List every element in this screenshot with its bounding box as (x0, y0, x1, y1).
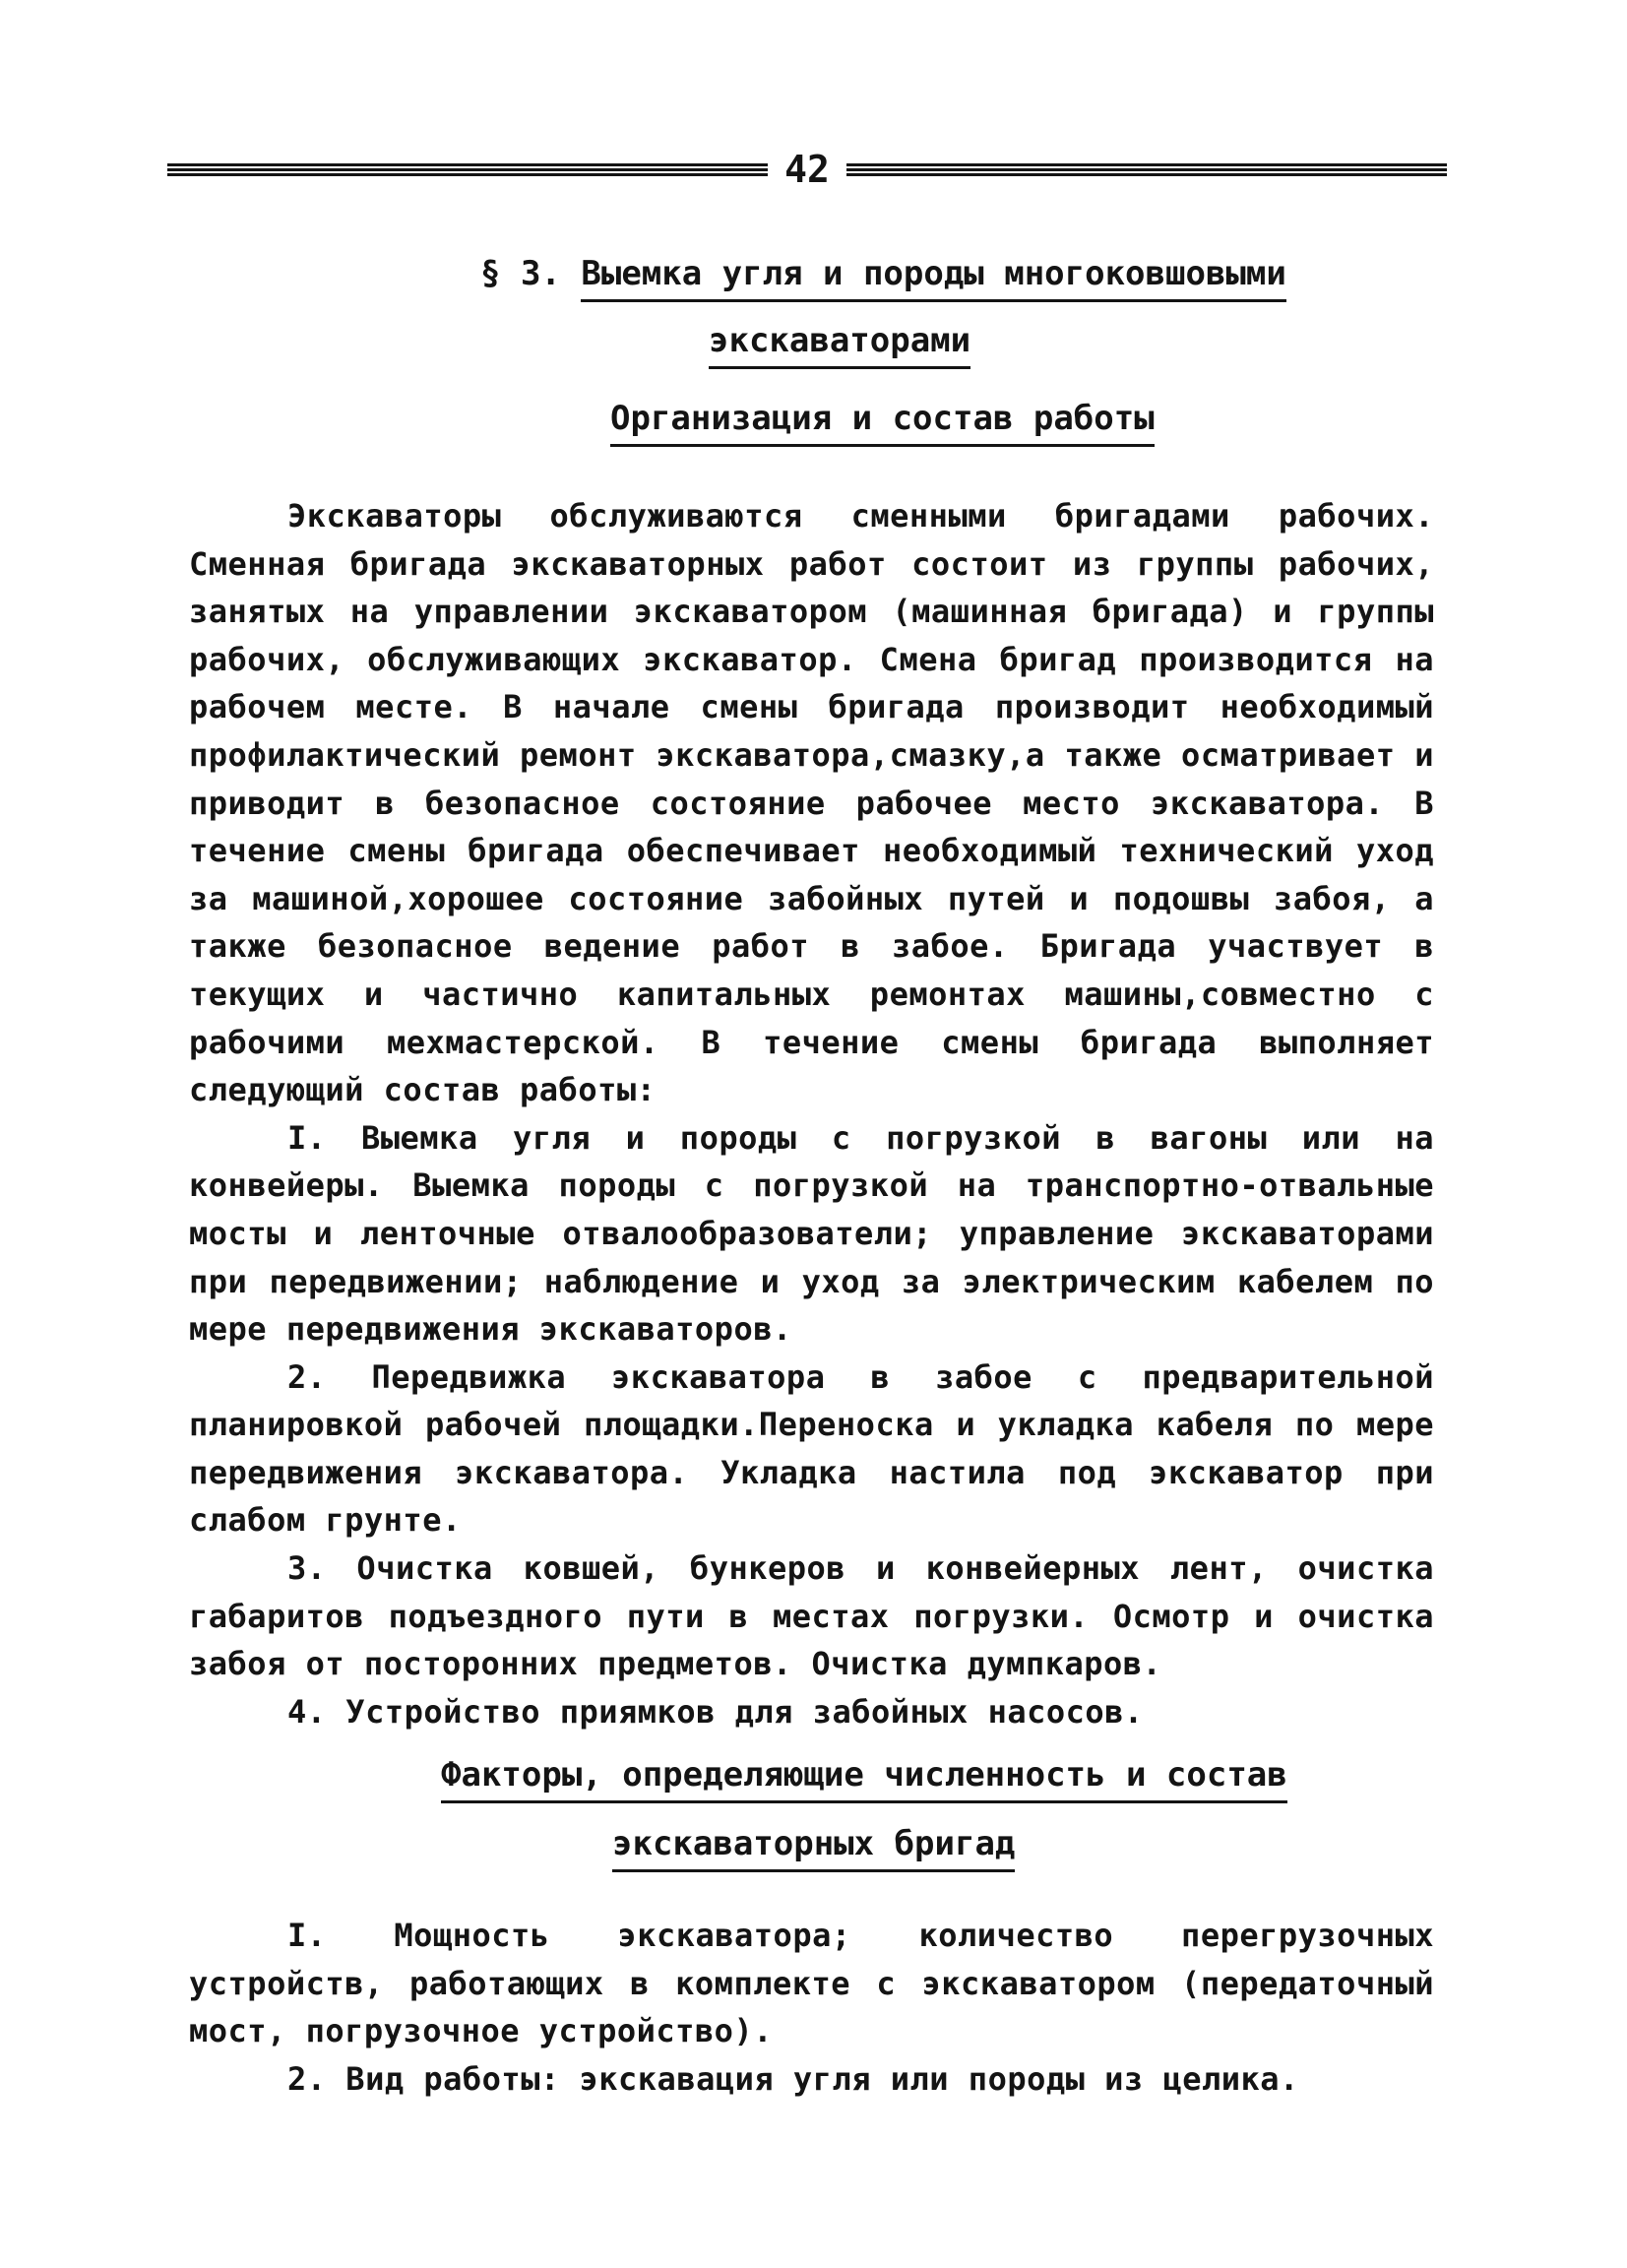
section-title-text: Выемка угля и породы многоковшовыми (581, 254, 1285, 302)
section-title-line2: экскаваторами (709, 321, 970, 360)
factor-item-1: I. Мощность экскаватора; количество перегрузочных устройств, работающих в комплекте с экскаватором (передаточный мост, погрузочное устройство). (189, 1917, 1434, 2050)
factor-item-2: 2. Вид работы: экскавация угля или породы из целика. (287, 2059, 1299, 2098)
paragraph-item-2: 2. Передвижка экскаватора в забое с предварительной планировкой рабочей площадки.Переноска и укладка кабеля по мере передвижения экскаватора. Укладка настила под экскаватор при слабом грунте. (189, 1357, 1434, 1540)
header-rule-left (167, 163, 768, 181)
paragraph-item-3: 3. Очистка ковшей, бункеров и конвейерных лент, очистка габаритов подъездного пути в местах погрузки. Осмотр и очистка забоя от посторонних предметов. Очистка думпкаров. (189, 1549, 1434, 1683)
subheading-factors-line1: Факторы, определяющие численность и состав (441, 1755, 1287, 1795)
paragraph-item-4: 4. Устройство приямков для забойных насосов. (287, 1692, 1144, 1731)
header-rule-right (846, 163, 1447, 181)
page-header (167, 148, 1447, 197)
factors-text (189, 1912, 1434, 2103)
section-sign: § 3. (480, 254, 561, 293)
subheading-factors-line2: экскаваторных бригад (612, 1824, 1015, 1863)
paragraph-intro: Экскаваторы обслуживаются сменными бригадами рабочих. Сменная бригада экскаваторных работ состоит из группы рабочих, занятых на управлении экскаватором (машинная бригада) и группы рабочих, обслуживающих экскаватор. Смена бригад производится на рабочем месте. В начале смены бригада производит необходимый профилактический ремонт экскаватора,смазку,а также осматривает и приводит в безопасное состояние рабочее место экскаватора. В течение смены бригада обеспечивает необходимый технический уход за машиной,хорошее состояние забойных путей и подошвы забоя, а также безопасное ведение работ в забое. Бригада участвует в текущих и частично капитальных ремонтах машины,совместно с рабочими мехмастерской. В течение смены бригада выполняет следующий состав работы: (189, 497, 1434, 1109)
page-number: 42 (784, 148, 830, 191)
paragraph-item-1: I. Выемка угля и породы с погрузкой в вагоны или на конвейеры. Выемка породы с погрузкой на транспортно-отвальные мосты и ленточные отвалообразователи; управление экскаваторами при передвижении; наблюдение и уход за электрическим кабелем по мере передвижения экскаваторов. (189, 1118, 1434, 1349)
subheading-organization: Организация и состав работы (610, 399, 1155, 438)
section-title-line1 (480, 254, 1286, 293)
body-text (189, 492, 1434, 1735)
